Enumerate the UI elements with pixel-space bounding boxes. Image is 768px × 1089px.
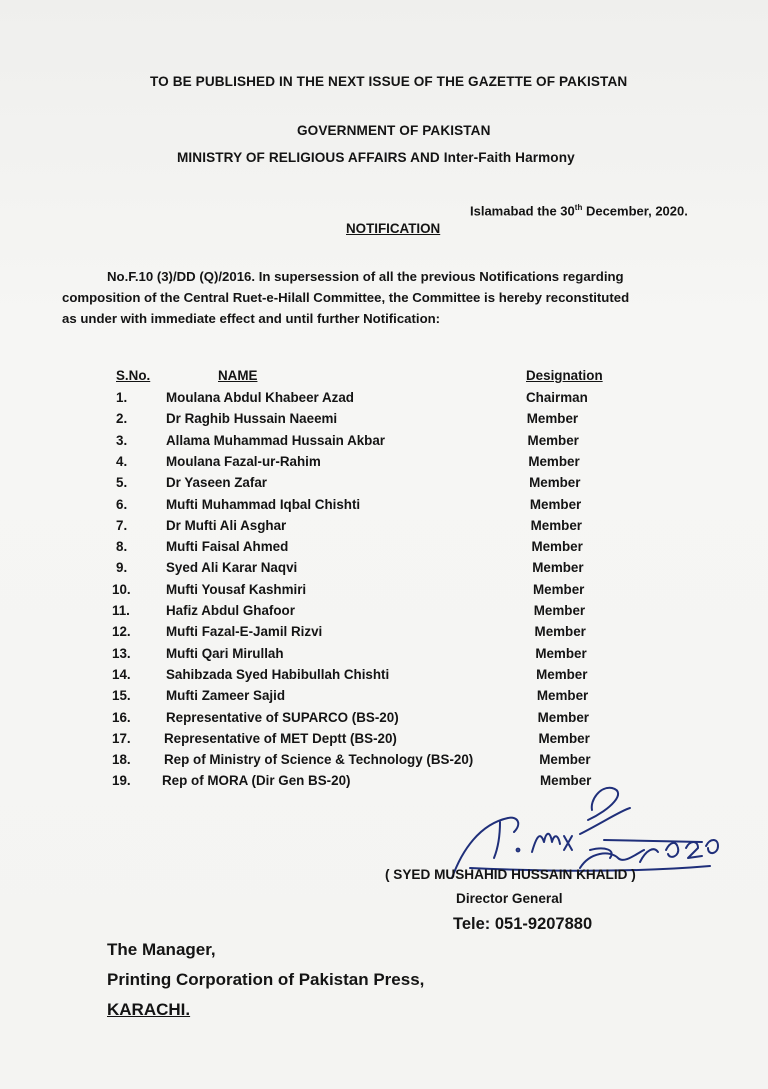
sno-cell: 9.: [116, 560, 128, 576]
designation-cell: Member: [526, 411, 579, 427]
notification-body: [62, 266, 722, 329]
gazette-line: TO BE PUBLISHED IN THE NEXT ISSUE OF THE GAZETTE OF PAKISTAN: [150, 74, 628, 89]
sno-cell: 3.: [116, 432, 128, 448]
sno-cell: 14.: [112, 666, 131, 682]
table-row: [0, 475, 768, 496]
sno-cell: 8.: [116, 539, 128, 555]
sno-cell: 16.: [112, 709, 131, 725]
table-row: [0, 518, 768, 539]
table-row: [0, 539, 768, 560]
sno-cell: 6.: [116, 496, 128, 512]
address-line-2: Printing Corporation of Pakistan Press,: [107, 970, 425, 989]
sno-cell: 7.: [116, 517, 128, 533]
designation-cell: Member: [532, 560, 584, 576]
name-cell: Mufti Faisal Ahmed: [166, 539, 289, 555]
name-cell: Representative of MET Deptt (BS-20): [164, 730, 397, 746]
header-sno: S.No.: [116, 368, 151, 383]
name-cell: Mufti Fazal-E-Jamil Rizvi: [166, 624, 323, 640]
sno-cell: 10.: [112, 581, 131, 597]
name-cell: Rep of MORA (Dir Gen BS-20): [162, 773, 351, 789]
table-row: [0, 624, 768, 645]
table-row: [0, 667, 768, 688]
sno-cell: 11.: [112, 603, 130, 618]
designation-cell: Member: [531, 539, 583, 555]
sno-cell: 13.: [112, 645, 131, 661]
table-row: [0, 497, 768, 518]
name-cell: Syed Ali Karar Naqvi: [166, 560, 298, 576]
sno-cell: 18.: [112, 752, 131, 768]
address-line-3: KARACHI.: [107, 1000, 191, 1019]
name-cell: Representative of SUPARCO (BS-20): [166, 709, 399, 725]
sno-cell: 19.: [112, 773, 131, 789]
table-row: [0, 752, 768, 773]
table-row: [0, 454, 768, 475]
designation-cell: Member: [538, 730, 590, 746]
designation-cell: Member: [536, 688, 589, 704]
notification-title: NOTIFICATION: [346, 221, 441, 236]
government-heading: GOVERNMENT OF PAKISTAN: [297, 123, 491, 138]
table-row: [0, 731, 768, 752]
sno-cell: 4.: [116, 453, 128, 469]
designation-cell: Member: [534, 624, 586, 640]
sno-cell: 5.: [116, 475, 128, 491]
date-suffix: December, 2020.: [582, 203, 688, 219]
name-cell: Rep of Ministry of Science & Technology (BS-20): [164, 752, 474, 768]
date-sup: th: [574, 203, 583, 212]
date-prefix: Islamabad the 30: [470, 203, 575, 219]
table-header-row: [0, 368, 768, 389]
name-cell: Dr Mufti Ali Asghar: [166, 517, 287, 533]
header-name: NAME: [218, 368, 258, 383]
body-line: No.F.10 (3)/DD (Q)/2016. In supersession of all the previous Notifications regarding: [107, 269, 624, 284]
header-designation: Designation: [526, 368, 603, 383]
name-cell: Dr Raghib Hussain Naeemi: [166, 411, 338, 427]
table-row: [0, 646, 768, 667]
body-line: composition of the Central Ruet-e-Hilall Committee, the Committee is hereby reconstituted: [62, 290, 630, 305]
signatory-tele: Tele: 051-9207880: [453, 915, 593, 933]
table-row: [0, 390, 768, 411]
designation-cell: Member: [539, 752, 591, 768]
designation-cell: Member: [528, 453, 580, 469]
name-cell: Dr Yaseen Zafar: [166, 475, 267, 491]
name-cell: Moulana Abdul Khabeer Azad: [166, 390, 354, 405]
designation-cell: Member: [527, 432, 579, 448]
name-cell: Allama Muhammad Hussain Akbar: [166, 432, 386, 448]
sno-cell: 15.: [112, 688, 131, 704]
name-cell: Mufti Qari Mirullah: [166, 645, 284, 661]
table-row: [0, 411, 768, 432]
designation-cell: Member: [533, 603, 586, 618]
sno-cell: 2.: [116, 411, 128, 427]
table-row: [0, 710, 768, 731]
body-line: as under with immediate effect and until further Notification:: [62, 311, 441, 326]
date-line: [470, 203, 688, 218]
name-cell: Hafiz Abdul Ghafoor: [166, 603, 295, 618]
table-row: [0, 688, 768, 709]
name-cell: Mufti Zameer Sajid: [166, 688, 286, 704]
name-cell: Sahibzada Syed Habibullah Chishti: [166, 666, 390, 682]
designation-cell: Chairman: [526, 390, 588, 405]
signatory-name: ( SYED MUSHAHID HUSSAIN KHALID ): [385, 867, 636, 882]
sno-cell: 1.: [116, 390, 128, 405]
handwritten-date: [590, 846, 596, 847]
designation-cell: Member: [535, 645, 587, 661]
name-cell: Mufti Muhammad Iqbal Chishti: [166, 496, 361, 512]
table-row: [0, 603, 768, 624]
designation-cell: Member: [536, 666, 588, 682]
address-line-1: The Manager,: [107, 940, 216, 959]
ministry-heading: MINISTRY OF RELIGIOUS AFFAIRS AND Inter-Faith Harmony: [177, 150, 575, 165]
designation-cell: Member: [529, 496, 582, 512]
table-row: [0, 433, 768, 454]
name-cell: Moulana Fazal-ur-Rahim: [166, 453, 321, 469]
sno-cell: 12.: [112, 624, 131, 640]
designation-cell: Member: [537, 709, 590, 725]
signatory-title: Director General: [456, 891, 563, 906]
designation-cell: Member: [540, 773, 592, 789]
designation-cell: Member: [533, 581, 585, 597]
designation-cell: Member: [529, 475, 581, 491]
table-row: [0, 560, 768, 581]
name-cell: Mufti Yousaf Kashmiri: [166, 581, 307, 597]
table-row: [0, 582, 768, 603]
sno-cell: 17.: [112, 730, 131, 746]
designation-cell: Member: [530, 517, 583, 533]
